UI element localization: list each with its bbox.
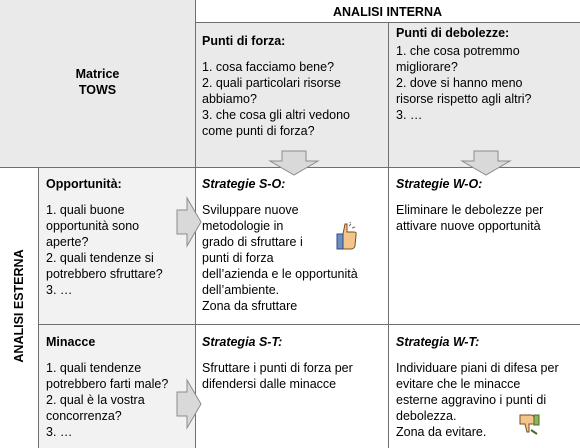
so-line: metodologie in bbox=[202, 219, 284, 233]
list-item: come punti di forza? bbox=[202, 124, 315, 138]
so-line: dell’ambiente. bbox=[202, 283, 280, 297]
wt-line: Individuare piani di difesa per bbox=[396, 361, 559, 375]
thumbs-up-icon bbox=[334, 222, 358, 252]
weaknesses-list bbox=[396, 43, 578, 123]
matrix-label-line2: TOWS bbox=[78, 83, 117, 97]
list-item: abbiamo? bbox=[202, 92, 257, 106]
list-item: 2. dove si hanno meno bbox=[396, 76, 523, 90]
down-arrow-icon bbox=[268, 150, 320, 176]
matrix-label-line1: Matrice bbox=[75, 67, 120, 81]
list-item: 3. … bbox=[396, 108, 423, 122]
st-strategy-block bbox=[202, 334, 386, 392]
opportunities-title: Opportunità: bbox=[46, 177, 122, 191]
list-item: 2. quali tendenze si bbox=[46, 251, 154, 265]
list-item: 1. quali tendenze bbox=[46, 361, 142, 375]
thumbs-down-icon bbox=[517, 412, 541, 436]
wo-strategy-title: Strategie W-O: bbox=[396, 177, 483, 191]
threats-title: Minacce bbox=[46, 335, 96, 349]
list-item: aperte? bbox=[46, 235, 89, 249]
list-item: 3. … bbox=[46, 425, 73, 439]
list-item: concorrenza? bbox=[46, 409, 122, 423]
so-line: Zona da sfruttare bbox=[202, 299, 298, 313]
weaknesses-title: Punti di debolezze: bbox=[396, 26, 510, 40]
wt-line: debolezza. bbox=[396, 409, 457, 423]
threats-list bbox=[46, 360, 192, 440]
strengths-title: Punti di forza: bbox=[202, 34, 286, 48]
list-item: 3. … bbox=[46, 283, 73, 297]
so-strategy-title: Strategie S-O: bbox=[202, 177, 286, 191]
opportunities-list bbox=[46, 202, 192, 298]
wt-line: esterne aggravino i punti di bbox=[396, 393, 547, 407]
list-item: risorse rispetto agli altri? bbox=[396, 92, 532, 106]
st-strategy-title: Strategia S-T: bbox=[202, 335, 283, 349]
right-arrow-icon bbox=[176, 378, 202, 430]
st-line: Sfruttare i punti di forza per bbox=[202, 361, 353, 375]
wt-strategy-block bbox=[396, 334, 578, 440]
down-arrow-icon bbox=[460, 150, 512, 176]
list-item: 3. che cosa gli altri vedono bbox=[202, 108, 351, 122]
wt-line: evitare che le minacce bbox=[396, 377, 521, 391]
list-item: potrebbero sfruttare? bbox=[46, 267, 163, 281]
internal-analysis-header: ANALISI INTERNA bbox=[332, 5, 443, 19]
so-line: grado di sfruttare i bbox=[202, 235, 303, 249]
grid-line bbox=[38, 167, 39, 448]
threats-block bbox=[46, 334, 192, 440]
wt-line: Zona da evitare. bbox=[396, 425, 487, 439]
list-item: opportunità sono bbox=[46, 219, 140, 233]
so-line: Sviluppare nuove bbox=[202, 203, 299, 217]
right-arrow-icon bbox=[176, 196, 202, 248]
wo-strategy-block bbox=[396, 176, 578, 234]
list-item: 1. quali buone bbox=[46, 203, 125, 217]
list-item: 1. cosa facciamo bene? bbox=[202, 60, 335, 74]
so-strategy-block bbox=[202, 176, 386, 314]
strengths-list bbox=[202, 59, 386, 139]
strengths-block bbox=[202, 33, 386, 139]
st-line: difendersi dalle minacce bbox=[202, 377, 337, 391]
grid-line bbox=[38, 324, 580, 325]
so-line: punti di forza bbox=[202, 251, 274, 265]
matrix-label bbox=[0, 66, 195, 98]
weaknesses-block bbox=[396, 25, 578, 123]
list-item: 2. qual è la vostra bbox=[46, 393, 145, 407]
list-item: migliorare? bbox=[396, 60, 458, 74]
list-item: potrebbero farti male? bbox=[46, 377, 169, 391]
external-analysis-header: ANALISI ESTERNA bbox=[12, 249, 26, 363]
wt-strategy-title: Strategia W-T: bbox=[396, 335, 480, 349]
grid-line bbox=[388, 22, 389, 448]
list-item: 1. che cosa potremmo bbox=[396, 44, 520, 58]
wo-line: attivare nuove opportunità bbox=[396, 219, 541, 233]
wo-line: Eliminare le debolezze per bbox=[396, 203, 544, 217]
so-line: dell’azienda e le opportunità bbox=[202, 267, 358, 281]
opportunities-block bbox=[46, 176, 192, 298]
list-item: 2. quali particolari risorse bbox=[202, 76, 341, 90]
